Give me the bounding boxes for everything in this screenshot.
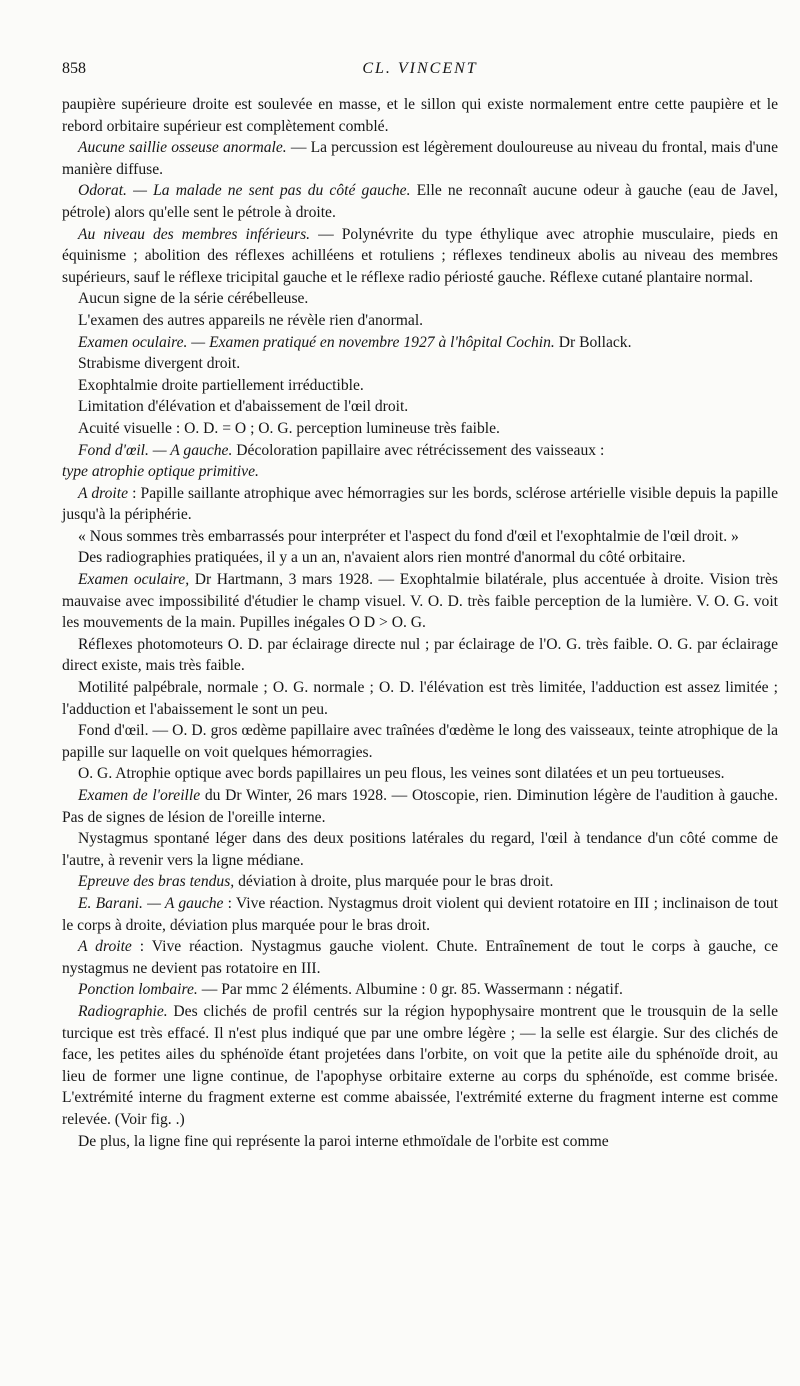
paragraph	[62, 1001, 778, 1131]
paragraph	[62, 677, 778, 720]
paragraph-lead: E. Barani. — A gauche	[78, 894, 224, 912]
paragraph-lead: Odorat. — La malade ne sent pas du côté gauche.	[78, 182, 411, 200]
paragraph	[62, 871, 778, 893]
paragraph	[62, 440, 778, 462]
paragraph-lead: Examen de l'oreille	[78, 787, 201, 804]
paragraph-text: Réflexes photomoteurs O. D. par éclairage directe nul ; par éclairage de l'O. G. très faible. O. G. par éclairage direct existe, mais très faible.	[62, 635, 778, 675]
paragraph-text: Motilité palpébrale, normale ; O. G. normale ; O. D. l'élévation est très limitée, l'adduction est assez limitée ; l'adduction et l'abaissement le sont un peu.	[62, 679, 778, 718]
paragraph	[62, 526, 778, 548]
paragraph	[62, 396, 778, 418]
paragraph	[62, 763, 778, 785]
paragraph-lead: A droite	[78, 938, 132, 956]
paragraph-text: L'examen des autres appareils ne révèle rien d'anormal.	[78, 311, 424, 329]
paragraph	[62, 288, 778, 310]
paragraph-text: De plus, la ligne fine qui représente la paroi interne ethmoïdale de l'orbite est comme	[78, 1132, 609, 1150]
paragraph-lead: Epreuve des bras tendus,	[78, 873, 235, 891]
paragraph-text: Des radiographies pratiquées, il y a un an, n'avaient alors rien montré d'anormal du côté orbitaire.	[78, 549, 686, 567]
paragraph	[62, 483, 778, 526]
paragraph	[62, 720, 778, 763]
paragraph-lead: Examen oculaire. — Examen pratiqué en novembre 1927 à l'hôpital Cochin.	[78, 333, 555, 351]
paragraph-lead: A droite	[78, 484, 129, 502]
paragraph-text: Strabisme divergent droit.	[78, 355, 241, 373]
paragraph-text: Dr Bollack.	[554, 333, 632, 351]
paragraph	[62, 353, 778, 375]
paragraph	[62, 828, 778, 871]
paragraph	[62, 310, 778, 332]
page-header	[62, 60, 778, 94]
paragraph-text: Dr Hartmann, 3 mars 1928. — Exophtalmie bilatérale, plus accentuée à droite. Vision très mauvaise avec impossibilité d'étudier le champ visuel. V. O. D. très faible perception de la lumière. V. O. G. voit les mouvements de la main. Pupilles inégales O D > O. G.	[62, 571, 778, 632]
paragraph-text: — Par mmc 2 éléments. Albumine : 0 gr. 85. Wassermann : négatif.	[197, 981, 623, 999]
paragraph-lead: Au niveau des membres inférieurs.	[78, 225, 311, 243]
paragraph-lead: type atrophie optique primitive.	[62, 463, 259, 481]
page-number: 858	[62, 60, 86, 77]
paragraph-lead: Examen oculaire,	[78, 571, 190, 589]
paragraph	[62, 936, 778, 979]
paragraph-text: « Nous sommes très embarrassés pour interpréter et l'aspect du fond d'œil et l'exophtalmie de l'œil droit. »	[78, 527, 739, 545]
paragraph	[62, 375, 778, 397]
paragraph-text: déviation à droite, plus marquée pour le bras droit.	[234, 873, 554, 891]
paragraph-text: : Papille saillante atrophique avec hémorragies sur les bords, sclérose artérielle visible depuis la papille jusqu'à la périphérie.	[62, 484, 778, 524]
paragraph	[62, 94, 778, 137]
paragraph	[62, 418, 778, 440]
paragraph-text: Fond d'œil. — O. D. gros œdème papillaire avec traînées d'œdème le long des vaisseaux, teinte atrophique de la papille sur laquelle on voit quelques hémorragies.	[62, 722, 778, 761]
body-text	[62, 94, 778, 1152]
paragraph	[62, 893, 778, 936]
paragraph-text: Aucun signe de la série cérébelleuse.	[78, 290, 309, 308]
paragraph	[62, 1131, 778, 1153]
paragraph-text: — La percussion est légèrement douloureuse au niveau du frontal, mais d'une manière diffuse.	[62, 139, 778, 178]
paragraph-lead: Radiographie.	[78, 1002, 168, 1020]
paragraph-text: : Vive réaction. Nystagmus droit violent qui devient rotatoire en III ; inclinaison de tout le corps à droite, déviation plus marquée pour le bras droit.	[62, 894, 778, 934]
paragraph	[62, 547, 778, 569]
paragraph	[62, 137, 778, 180]
paragraph-text: Elle ne reconnaît aucune odeur à gauche (eau de Javel, pétrole) alors qu'elle sent le pétrole à droite.	[62, 182, 778, 221]
paragraph-text: du Dr Winter, 26 mars 1928. — Otoscopie, rien. Diminution légère de l'audition à gauche. Pas de signes de lésion de l'oreille interne.	[62, 787, 778, 826]
paragraph	[62, 461, 778, 483]
paragraph-text: — Polynévrite du type éthylique avec atrophie musculaire, pieds en équinisme ; abolition des réflexes achilléens et rotuliens ; réflexes tendineux abolis au niveau des membres supérieurs, sauf le réflexe tricipital gauche et le réflexe radio périosté gauche. Réflexe cutané plantaire normal.	[62, 225, 778, 286]
paragraph-text: paupière supérieure droite est soulevée en masse, et le sillon qui existe normalement entre cette paupière et le rebord orbitaire supérieur est complètement comblé.	[62, 96, 778, 135]
paragraph-text: Exophtalmie droite partiellement irréductible.	[78, 376, 364, 394]
paragraph	[62, 332, 778, 354]
paragraph	[62, 569, 778, 634]
paragraph-lead: Aucune saillie osseuse anormale.	[78, 139, 287, 157]
paragraph	[62, 224, 778, 289]
paragraph-text: Limitation d'élévation et d'abaissement de l'œil droit.	[78, 398, 409, 416]
paragraph	[62, 180, 778, 223]
paragraph-text: Acuité visuelle : O. D. = O ; O. G. perception lumineuse très faible.	[78, 419, 500, 437]
paragraph-text: Des clichés de profil centrés sur la région hypophysaire montrent que le trousquin de la selle turcique est très effacé. Il n'est plus indiqué que par une ombre légère ; — la selle est élargie. Sur des clichés de face, les petites ailes du sphénoïde étant projetées dans l'orbite, on voit que la petite aile du sphénoïde droit, au lieu de former une ligne continue, de l'apophyse orbitaire externe au corps du sphénoïde, est comme brisée. L'extrémité interne du fragment externe est comme abaissée, l'extrémité externe du fragment interne est comme relevée. (Voir fig. .)	[62, 1002, 778, 1128]
paragraph-lead: Fond d'œil. — A gauche.	[78, 441, 233, 459]
paragraph-text: : Vive réaction. Nystagmus gauche violent. Chute. Entraînement de tout le corps à gauche, ce nystagmus ne devient pas rotatoire en III.	[62, 938, 778, 977]
running-head: CL. VINCENT	[362, 60, 478, 77]
paragraph-text: Décoloration papillaire avec rétrécissement des vaisseaux :	[232, 441, 605, 459]
paragraph-text: O. G. Atrophie optique avec bords papillaires un peu flous, les veines sont dilatées et un peu tortueuses.	[78, 765, 725, 783]
paragraph	[62, 979, 778, 1001]
paragraph	[62, 634, 778, 677]
paragraph-lead: Ponction lombaire.	[78, 981, 198, 999]
paragraph	[62, 785, 778, 828]
paragraph-text: Nystagmus spontané léger dans des deux positions latérales du regard, l'œil à tendance d'un côté comme de l'autre, à revenir vers la ligne médiane.	[62, 830, 778, 869]
